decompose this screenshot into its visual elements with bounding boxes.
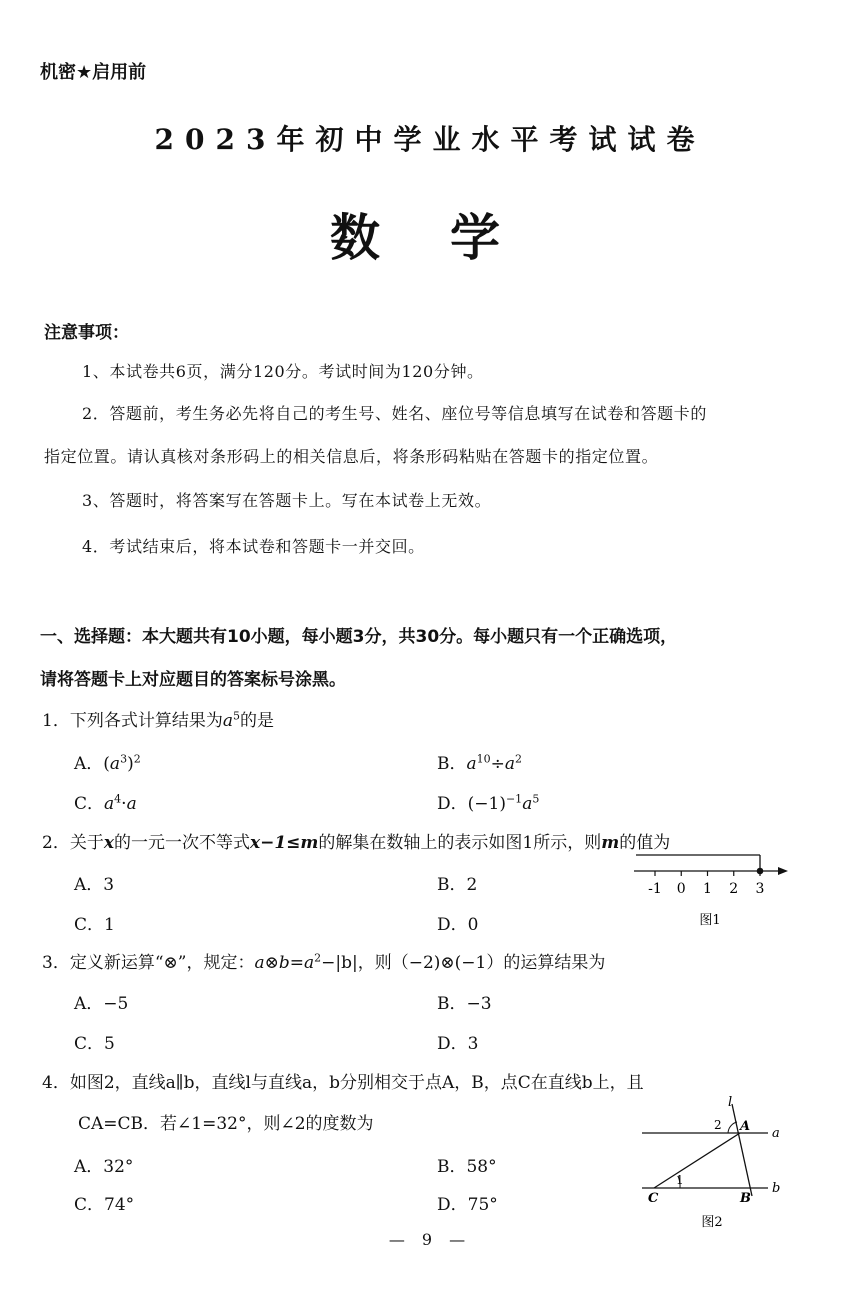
note-1: 1、本试卷共6页，满分120分。考试时间为120分钟。	[82, 362, 484, 381]
section-heading-line2: 请将答题卡上对应题目的答案标号涂黑。	[40, 670, 346, 690]
q3-text-b: ，则（−2)⊗(−1）的运算结果为	[357, 953, 606, 973]
q2-inequality: x−1≤m	[249, 833, 319, 853]
q1-option-c: C．$a^4\cdot a$	[74, 792, 137, 814]
figure-1-caption: 图1	[699, 913, 721, 928]
note-3: 3、答题时，将答案写在答题卡上。写在本试卷上无效。	[82, 491, 492, 510]
line-l	[732, 1104, 752, 1196]
question-2-stem	[42, 828, 670, 853]
label-angle-1: 1	[676, 1173, 684, 1187]
q2-option-c: C．1	[74, 915, 115, 935]
question-3-stem	[42, 948, 605, 973]
label-point-b: B	[740, 1191, 751, 1206]
q3-option-d: D．3	[437, 1034, 479, 1054]
note-2: 2．答题前，考生务必先将自己的考生号、姓名、座位号等信息填写在试卷和答题卡的	[82, 404, 707, 423]
notes-heading: 注意事项：	[44, 323, 129, 343]
q1-var: a	[222, 711, 233, 731]
number-line-tick-label: 3	[755, 881, 765, 897]
label-point-c: C	[648, 1191, 659, 1206]
q3-option-c: C．5	[74, 1034, 115, 1054]
number-line-tick-label: 0	[676, 881, 686, 897]
section-heading-line1: 一、选择题：本大题共有10小题，每小题3分，共30分。每小题只有一个正确选项，	[40, 627, 678, 647]
label-angle-2: 2	[714, 1118, 722, 1132]
q4-option-d: D．75°	[437, 1195, 498, 1215]
q1-option-c-label: C．	[74, 794, 105, 814]
q1-option-d: D．$(-1)^{-1}a^5$	[437, 792, 540, 814]
q2-text-b: 的一元一次不等式	[113, 833, 250, 853]
q2-var-m: m	[601, 833, 620, 853]
figure-2-caption: 图2	[701, 1215, 723, 1230]
q4-option-c: C．74°	[74, 1195, 135, 1215]
confidential-label: 机密★启用前	[40, 62, 147, 83]
q3-definition-rest: −|b|	[321, 953, 358, 973]
q1-option-a: A．$(a^3)^2$	[74, 752, 141, 774]
q2-text-d: 的值为	[619, 833, 671, 853]
axis-arrow-icon	[778, 867, 788, 875]
question-1-stem	[42, 706, 274, 731]
q1-option-b-label: B．	[437, 754, 467, 774]
subject-title: 数学	[330, 208, 570, 267]
q4-option-a: A．32°	[74, 1157, 134, 1177]
page-number: — 9 —	[388, 1230, 472, 1249]
q3-definition-exp: 2	[314, 951, 322, 965]
q3-definition: a⊗b=a	[254, 953, 315, 973]
q3-text-a: 3．定义新运算“⊗”，规定：	[42, 953, 255, 973]
number-line-tick-label: 1	[703, 881, 712, 897]
note-2-continued: 指定位置。请认真核对条形码上的相关信息后，将条形码粘贴在答题卡的指定位置。	[44, 447, 659, 466]
q1-stem-text: 1．下列各式计算结果为	[42, 711, 223, 731]
q2-option-d: D．0	[437, 915, 479, 935]
figure-2-geometry	[636, 1092, 796, 1232]
q1-option-b: B．$a^{10}\div a^2$	[437, 752, 523, 774]
q1-exp: 5	[232, 709, 240, 723]
q2-text-a: 2．关于	[42, 833, 104, 853]
q2-text-c: 的解集在数轴上的表示如图1所示，则	[318, 833, 602, 853]
q2-var-x: x	[103, 833, 114, 853]
exam-title: 2023年初中学业水平考试试卷	[154, 123, 706, 156]
q1-stem-end: 的是	[239, 711, 274, 731]
q3-option-b: B．−3	[437, 994, 492, 1014]
q4-option-b: B．58°	[437, 1157, 497, 1177]
q2-option-a: A．3	[74, 875, 115, 895]
question-4-stem-line1: 4．如图2，直线a∥b，直线l与直线a，b分别相交于点A，B，点C在直线b上，且	[42, 1073, 644, 1093]
label-point-a: A	[740, 1119, 751, 1134]
note-4: 4．考试结束后，将本试卷和答题卡一并交回。	[82, 537, 425, 556]
number-line-tick-label: -1	[648, 881, 662, 897]
q2-option-b: B．2	[437, 875, 478, 895]
segment-ca	[654, 1133, 740, 1188]
number-line-tick-label: 2	[729, 881, 739, 897]
question-4-stem-line2: CA=CB．若∠1=32°，则∠2的度数为	[78, 1114, 374, 1134]
q1-option-d-label: D．	[437, 794, 468, 814]
label-line-b: b	[772, 1181, 781, 1196]
figure-1-number-line	[628, 852, 798, 930]
label-l: l	[728, 1095, 733, 1110]
q1-option-a-label: A．	[74, 754, 104, 774]
label-line-a: a	[772, 1126, 780, 1141]
q3-option-a: A．−5	[74, 994, 129, 1014]
